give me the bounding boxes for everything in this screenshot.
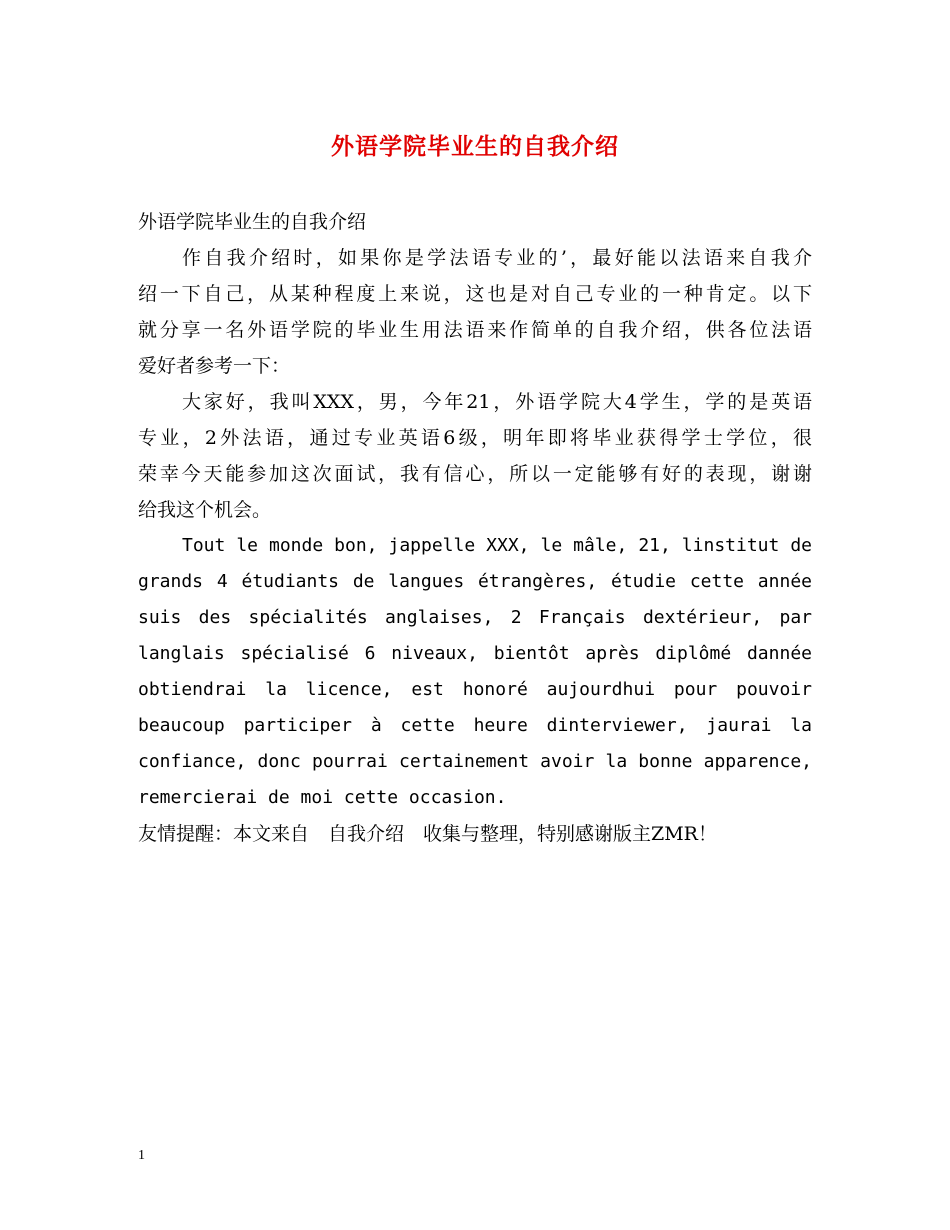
document-title: 外语学院毕业生的自我介绍 — [331, 133, 619, 160]
document-subtitle: 外语学院毕业生的自我介绍 — [138, 211, 367, 233]
paragraph-chinese-intro — [138, 384, 812, 528]
paragraph-line: grands 4 étudiants de langues étrangères, étudie cette année — [138, 571, 812, 592]
paragraph-line: 大家好，我叫XXX，男，今年21，外语学院大4学生，学的是英语 — [182, 391, 812, 413]
document-body — [138, 204, 812, 852]
paragraph-line: Tout le monde bon, jappelle XXX, le mâle, 21, linstitut de — [182, 535, 812, 556]
paragraph-line: langlais spécialisé 6 niveaux, bientôt après diplômé dannée — [138, 643, 812, 664]
paragraph-french-intro — [138, 528, 812, 816]
paragraph-line: obtiendrai la licence, est honoré aujourdhui pour pouvoir — [138, 679, 812, 700]
paragraph-line: 就分享一名外语学院的毕业生用法语来作简单的自我介绍，供各位法语 — [138, 319, 812, 341]
paragraph-line: 荣幸今天能参加这次面试，我有信心，所以一定能够有好的表现，谢谢 — [138, 463, 812, 485]
paragraph-line: 作自我介绍时，如果你是学法语专业的’，最好能以法语来自我介 — [182, 247, 812, 269]
paragraph-line: suis des spécialités anglaises, 2 Français dextérieur, par — [138, 607, 812, 628]
reminder-note: 友情提醒：本文来自 自我介绍 收集与整理，特别感谢版主ZMR！ — [138, 823, 717, 845]
paragraph-line: remercierai de moi cette occasion. — [138, 787, 507, 808]
paragraph-line: confiance, donc pourrai certainement avoir la bonne apparence, — [138, 751, 812, 772]
paragraph-intro — [138, 240, 812, 384]
page-number: 1 — [138, 1148, 145, 1163]
paragraph-line: 绍一下自己，从某种程度上来说，这也是对自己专业的一种肯定。以下 — [138, 283, 812, 305]
paragraph-line: 专业，2外法语，通过专业英语6级，明年即将毕业获得学士学位，很 — [138, 427, 812, 449]
paragraph-line: 爱好者参考一下： — [138, 355, 291, 377]
paragraph-line: beaucoup participer à cette heure dinterviewer, jaurai la — [138, 715, 812, 736]
paragraph-line: 给我这个机会。 — [138, 499, 272, 521]
